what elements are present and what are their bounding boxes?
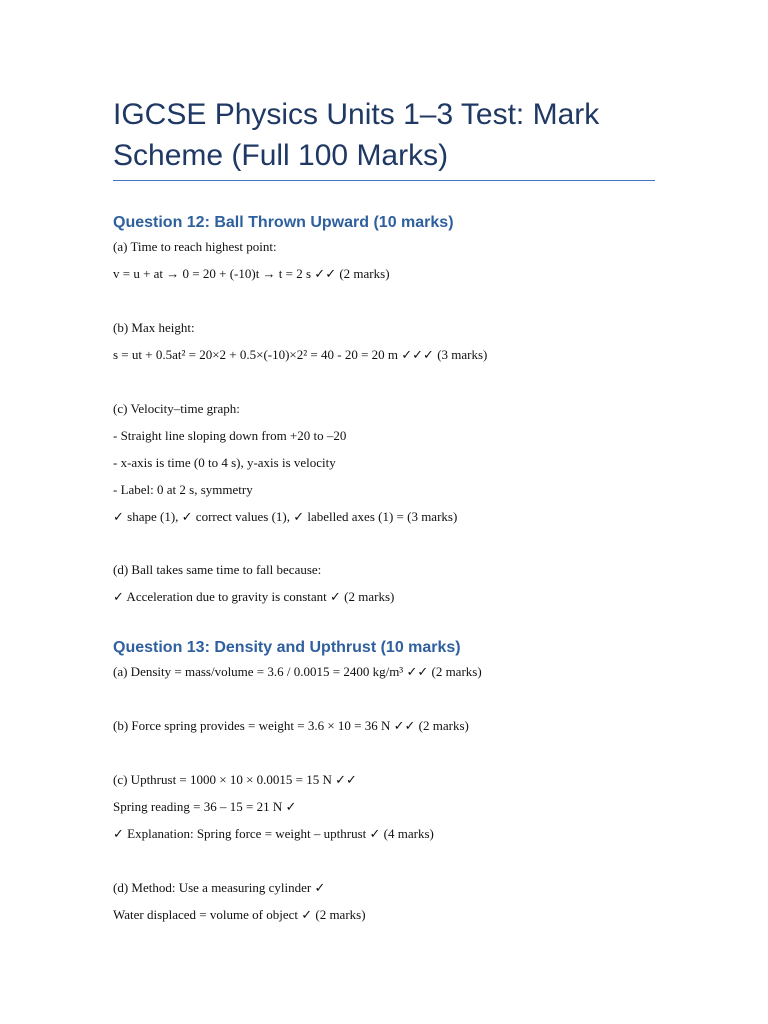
q12-c-line: - x-axis is time (0 to 4 s), y-axis is velocity bbox=[113, 455, 336, 470]
q13-c-line: ✓ Explanation: Spring force = weight – upthrust ✓ (4 marks) bbox=[113, 826, 434, 841]
q13-c-line: Spring reading = 36 – 15 = 21 N ✓ bbox=[113, 799, 297, 814]
q13-d-line: Water displaced = volume of object ✓ (2 marks) bbox=[113, 907, 366, 922]
title-divider bbox=[113, 180, 655, 181]
q12-d-label: (d) Ball takes same time to fall because: bbox=[113, 562, 322, 577]
question-12-heading: Question 12: Ball Thrown Upward (10 marks) bbox=[113, 214, 454, 231]
question-13-heading: Question 13: Density and Upthrust (10 marks) bbox=[113, 639, 461, 656]
q12-a-label: (a) Time to reach highest point: bbox=[113, 239, 277, 254]
q12-d-answer: ✓ Acceleration due to gravity is constant ✓ (2 marks) bbox=[113, 589, 395, 604]
q13-c-line: (c) Upthrust = 1000 × 10 × 0.0015 = 15 N ✓✓ bbox=[113, 772, 357, 787]
q13-d-line: (d) Method: Use a measuring cylinder ✓ bbox=[113, 880, 326, 895]
q12-c-label: (c) Velocity–time graph: bbox=[113, 401, 240, 416]
q12-a-answer: v = u + at → 0 = 20 + (-10)t → t = 2 s ✓✓ (2 marks) bbox=[113, 266, 390, 281]
q13-b-answer: (b) Force spring provides = weight = 3.6 × 10 = 36 N ✓✓ (2 marks) bbox=[113, 718, 469, 733]
q12-c-line: - Straight line sloping down from +20 to –20 bbox=[113, 428, 347, 443]
q13-a-answer: (a) Density = mass/volume = 3.6 / 0.0015 = 2400 kg/m³ ✓✓ (2 marks) bbox=[113, 664, 482, 679]
q12-c-marks: ✓ shape (1), ✓ correct values (1), ✓ labelled axes (1) = (3 marks) bbox=[113, 509, 458, 524]
q12-b-label: (b) Max height: bbox=[113, 320, 195, 335]
q12-b-answer: s = ut + 0.5at² = 20×2 + 0.5×(-10)×2² = 40 - 20 = 20 m ✓✓✓ (3 marks) bbox=[113, 347, 488, 362]
page-title: IGCSE Physics Units 1–3 Test: Mark Scheme (Full 100 Marks) bbox=[113, 98, 600, 172]
q12-c-line: - Label: 0 at 2 s, symmetry bbox=[113, 482, 253, 497]
